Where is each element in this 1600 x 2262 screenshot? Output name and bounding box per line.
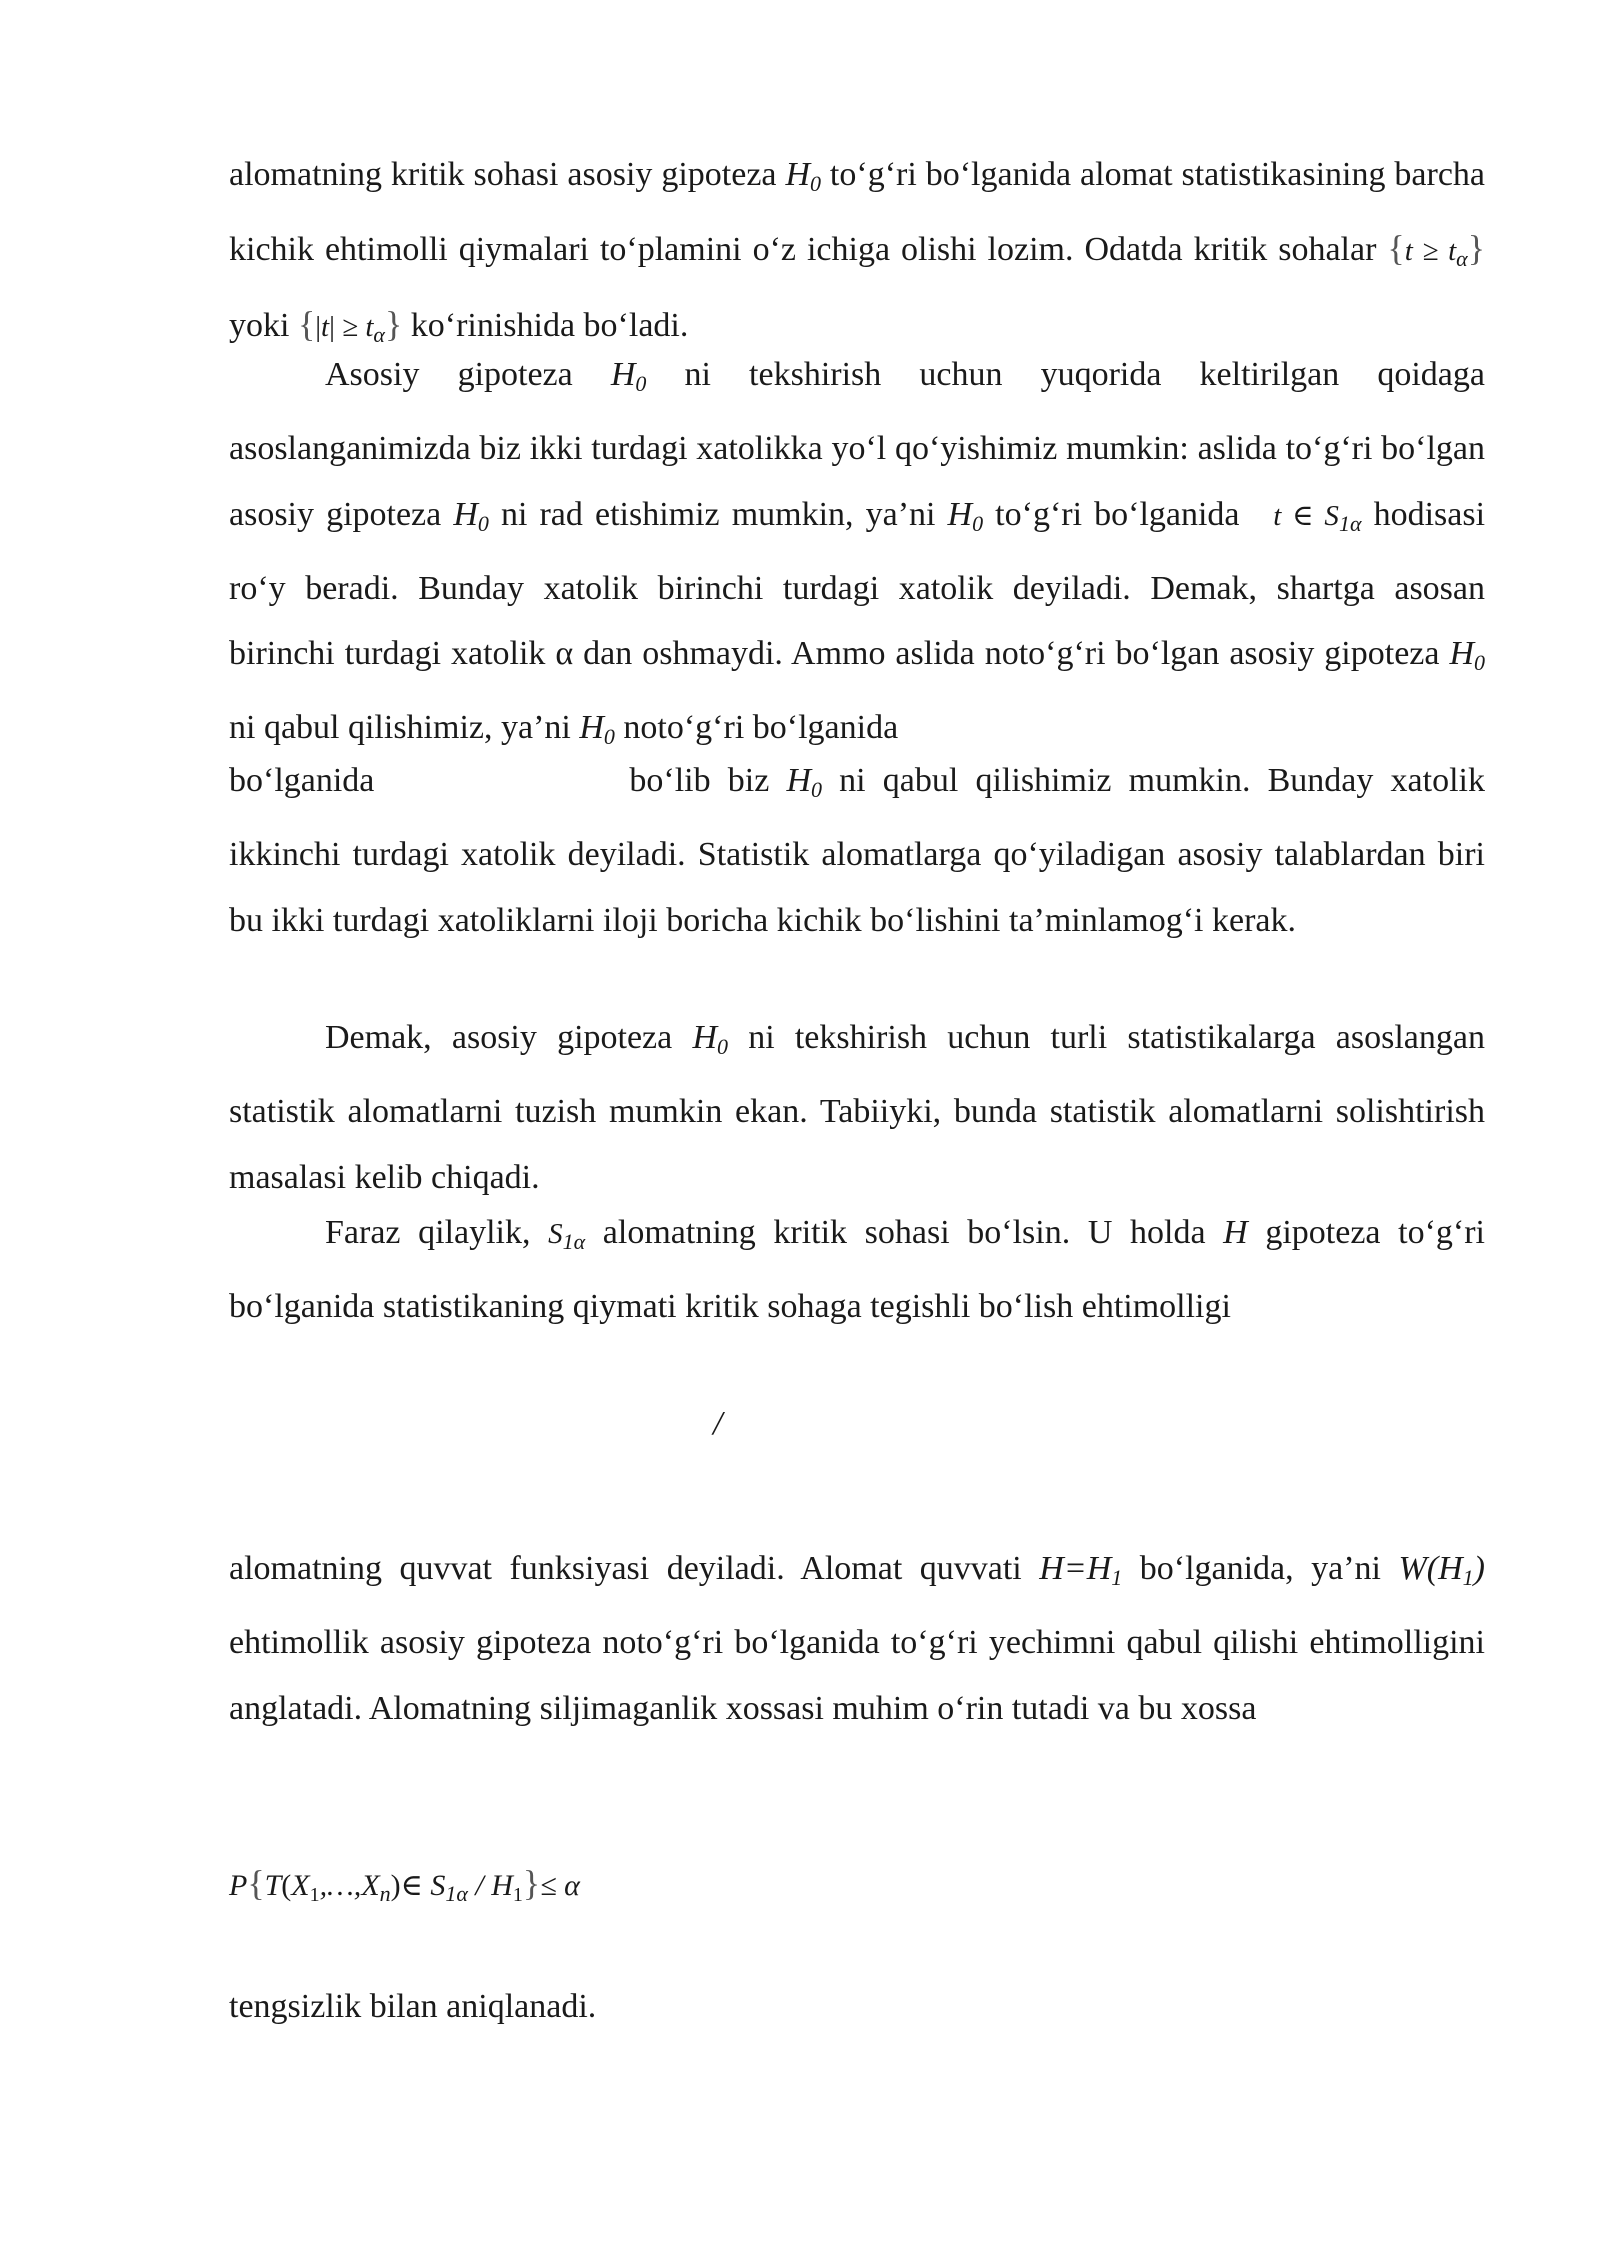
formula-w-h1: $W(H_1)$ [1398,1550,1485,1590]
paragraph-3 [229,1005,1485,1210]
text: gipoteza to‘g‘ri bo‘lganida statistikaning qiymati kritik sohaga tegishli bo‘lish ehtimolligi [229,1214,1485,1326]
paragraph-2 [229,342,1485,770]
text: ni qabul qilishimiz mumkin. Bunday xatolik ikkinchi turdagi xatolik deyiladi. Statistik alomatlarga qo‘yiladigan asosiy talablardan biri bu ikki turdagi xatoliklarni iloji boricha kichik bo‘lishini ta’minlamog‘i kerak. [229,762,1485,939]
text: alomatning kritik sohasi bo‘lsin. U holda [585,1214,1224,1251]
text: bo‘lib biz [629,762,787,799]
text: to‘g‘ri bo‘lganida [983,495,1252,533]
paragraph-1 [229,142,1485,367]
paragraph-2-continued [229,748,1485,953]
text: ni tekshirish uchun yuqorida keltirilgan qoidaga asoslanganimizda biz ikki turdagi xatolikka yo‘l qo‘yishimiz mumkin: aslida to‘g‘ri bo‘lgan asosiy gipoteza [229,356,1485,533]
formula-inline-1: $\{t \ge t_\alpha\}$ [1387,228,1486,272]
text: ni tekshirish uchun turli statistikalarga asoslangan statistik alomatlarni tuzish mumkin ekan. Tabiiyki, bunda statistik alomatlarni solishtirish masalasi kelib chiqadi. [229,1019,1485,1196]
text: ko‘rinishida bo‘ladi. [402,306,689,344]
formula-h-eq-h1: $H=H_1$ [1039,1550,1123,1590]
symbol-h0: $H_0$ [786,762,823,802]
text: to‘g‘ri bo‘lganida alomat statistikasining barcha kichik ehtimolli qiymalari to‘plamini o‘z ichiga olishi lozim. Odatda kritik sohalar [229,156,1486,269]
symbol-h0: $H_0$ [453,495,489,536]
text: ni rad etishimiz mumkin, ya’ni [488,495,948,533]
symbol-h0: $H_0$ [1449,635,1485,676]
text: ehtimollik asosiy gipoteza noto‘g‘ri bo‘lganida to‘g‘ri yechimni qabul qilishi ehtimolligini anglatadi. Alomatning siljimaganlik xossasi muhim o‘rin tutadi va bu xossa [229,1624,1485,1727]
text: yoki [229,306,298,344]
formula-unbiasedness: $P\{T(X_1,\dots,X_n)\in$ $S_{1\alpha} / H_1\}\le \alpha$ [229,1863,580,1906]
text: Faraz qilaylik, [325,1214,549,1251]
text: bo‘lganida [229,762,375,799]
text: ni qabul qilishimiz, ya’ni [229,709,580,747]
formula-inline-2: $\{|t| \ge t_\alpha\}$ [297,303,403,347]
closing-sentence: tengsizlik bilan aniqlanadi. [229,1988,597,2025]
formula-s1a: $S_{1\alpha}$ [548,1218,586,1254]
symbol-h0: $H_0$ [579,709,615,750]
paragraph-4 [229,1200,1485,1340]
symbol-h0: $H_0$ [785,156,821,196]
symbol-h: H [1223,1214,1248,1251]
symbol-h0: $H_0$ [610,356,647,396]
formula-t-in-s: t ∈ $S_{1\alpha}$ [1273,499,1362,536]
text: Demak, asosiy gipoteza [325,1019,693,1056]
text: Asosiy gipoteza [325,356,611,393]
text: alomatning kritik sohasi asosiy gipoteza [229,156,786,193]
text: hodisasi ro‘y beradi. Bunday xatolik birinchi turdagi xatolik deyiladi. Demak, shartga asosan birinchi turdagi xatolik α dan oshmaydi. Ammo aslida noto‘g‘ri bo‘lgan asosiy gipoteza [229,495,1486,673]
text: alomatning quvvat funksiyasi deyiladi. Alomat quvvati [229,1550,1040,1587]
text: noto‘g‘ri bo‘lganida [614,709,899,747]
symbol-h0: $H_0$ [947,495,984,536]
text: bo‘lganida, ya’ni [1122,1550,1399,1587]
formula-fragment-slash: / [713,1405,723,1442]
paragraph-5 [229,1536,1485,1741]
symbol-h0: $H_0$ [692,1019,728,1059]
